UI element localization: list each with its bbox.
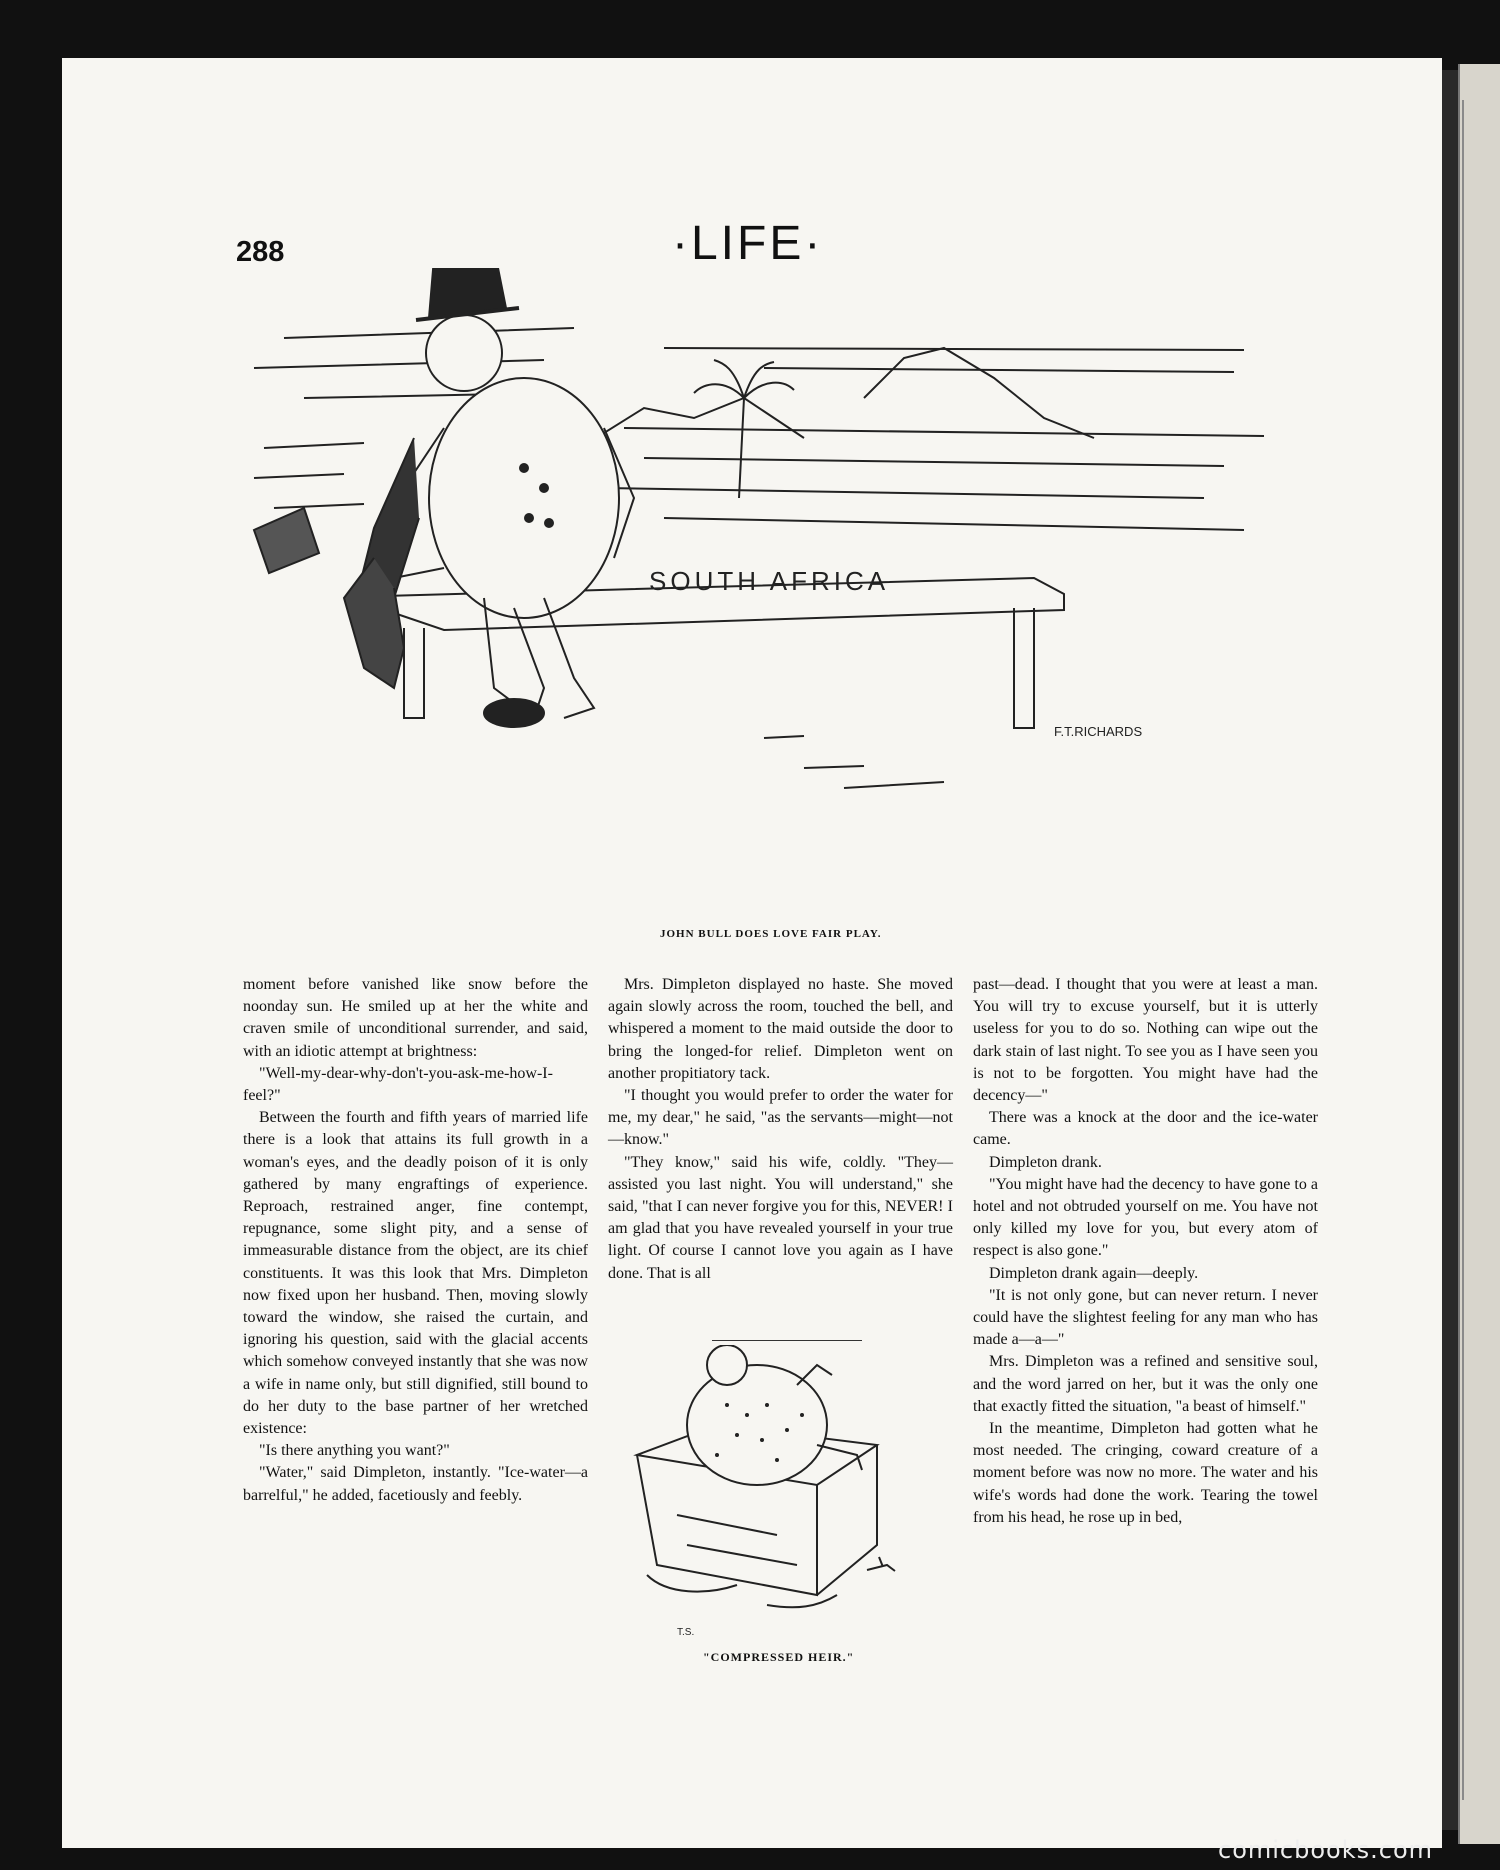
paragraph: "It is not only gone, but can never return. I never could have the slightest feeling for any man who has made a—a—" bbox=[973, 1286, 1318, 1349]
paragraph: "Is there anything you want?" bbox=[259, 1442, 450, 1460]
small-cartoon-signature: T.S. bbox=[677, 1627, 695, 1638]
paragraph: In the meantime, Dimpleton had gotten what he most needed. The cringing, coward creature of a moment before was now no more. The water and his wife's words had done the work. Tearing the towel from his head, he rose up in bed, bbox=[973, 1420, 1318, 1526]
bench-label: SOUTH AFRICA bbox=[649, 566, 890, 596]
paragraph: Dimpleton drank again—deeply. bbox=[989, 1264, 1199, 1282]
main-caption: JOHN BULL DOES LOVE FAIR PLAY. bbox=[660, 928, 882, 940]
paragraph: "Well-my-dear-why-don't-you-ask-me-how-I-feel?" bbox=[243, 1064, 553, 1105]
site-watermark: comicbooks.com bbox=[1218, 1836, 1434, 1864]
page-number: 288 bbox=[236, 236, 285, 268]
section-rule bbox=[712, 1340, 862, 1341]
paragraph: past—dead. I thought that you were at least a man. You will try to excuse yourself, but it is utterly useless for you to do so. Nothing can wipe out the dark stain of last night. To see you as I have seen you is not to be forgotten. You might have had the decency—" bbox=[973, 976, 1318, 1105]
facing-page-edge bbox=[1458, 64, 1500, 1844]
paragraph: Mrs. Dimpleton was a refined and sensitive soul, and the word jarred on her, but it was the only one that exactly fitted the situation, "a beast of himself." bbox=[973, 1353, 1318, 1415]
facing-page-rule bbox=[1462, 100, 1464, 1800]
paragraph: "They know," said his wife, coldly. "They—assisted you last night. You will understand," she said, "that I can never forgive you for this, NEVER! I am glad that you have revealed yourself in your true light. Of course I cannot love you again as I have done. That is all bbox=[608, 1153, 953, 1282]
paragraph: moment before vanished like snow before the noonday sun. He smiled up at her the white and craven smile of unconditional surrender, and said, with an idiotic attempt at brightness: bbox=[243, 976, 588, 1060]
text-column-2 bbox=[608, 974, 953, 1285]
paragraph: There was a knock at the door and the ice-water came. bbox=[973, 1109, 1318, 1149]
paragraph: Between the fourth and fifth years of married life there is a look that attains its full growth in a woman's eyes, and the deadly poison of it is only gathered by many engraftings of experience. Reproach, restrained anger, fine contempt, repugnance, some slight pity, and a sense of immeasurable distance from the object, are its chief constituents. It was this look that Mrs. Dimpleton now fixed upon her husband. Then, moving slowly toward the window, she raised the curtain, and ignoring his question, said with the glacial accents which somehow conveyed instantly that she was now a wife in name only, but still dignified, still bound to do her duty to the base partner of her wretched existence: bbox=[243, 1109, 588, 1438]
compressed-heir-cartoon bbox=[617, 1345, 957, 1650]
small-caption: "COMPRESSED HEIR." bbox=[703, 1650, 855, 1664]
john-bull-cartoon bbox=[244, 268, 1274, 908]
text-column-3 bbox=[973, 974, 1318, 1529]
paragraph: "I thought you would prefer to order the water for me, my dear," he said, "as the servants—might—not—know." bbox=[608, 1087, 953, 1149]
paragraph: "You might have had the decency to have gone to a hotel and not obtruded yourself on me. You have not only killed my love for you, but every atom of respect is also gone." bbox=[973, 1175, 1318, 1260]
text-column-1 bbox=[243, 974, 588, 1507]
paragraph: Dimpleton drank. bbox=[989, 1153, 1102, 1171]
paragraph: Mrs. Dimpleton displayed no haste. She moved again slowly across the room, touched the bell, and whispered a moment to the maid outside the door to bring the longed-for relief. Dimpleton went on another propitiatory tack. bbox=[608, 976, 953, 1082]
cartoon-signature: F.T.RICHARDS bbox=[1054, 724, 1143, 739]
paragraph: "Water," said Dimpleton, instantly. "Ice-water—a barrelful," he added, facetiously and feebly. bbox=[243, 1464, 588, 1504]
masthead-title: ·LIFE· bbox=[672, 217, 824, 270]
